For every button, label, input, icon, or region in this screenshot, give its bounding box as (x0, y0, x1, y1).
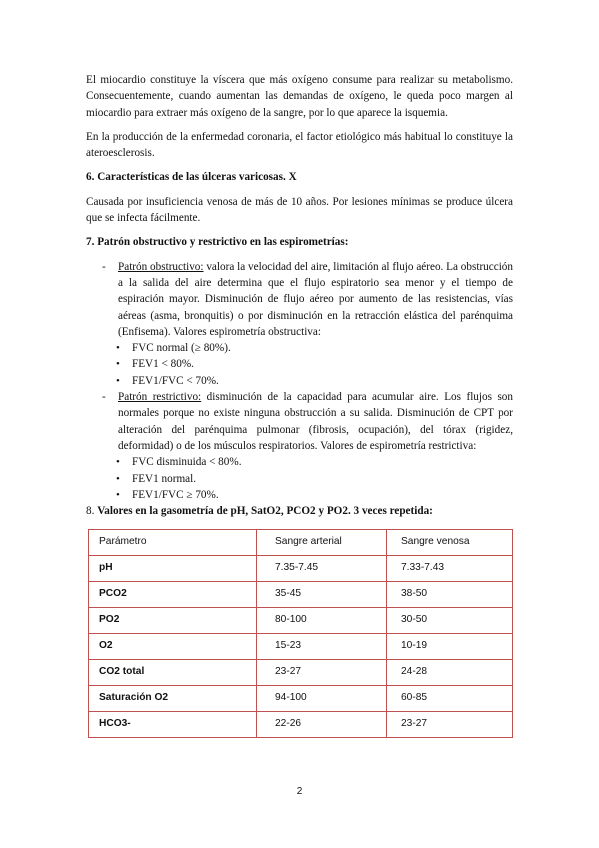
page-content (86, 72, 513, 738)
paragraph-coronary: En la producción de la enfermedad coronaria, el factor etiológico más habitual lo constituye la ateroesclerosis. (86, 130, 513, 160)
table-cell: 80-100 (257, 608, 387, 634)
bullet-icon: • (116, 358, 120, 371)
table-cell: 23-27 (257, 660, 387, 686)
obstructive-text: valora la velocidad del aire, limitación al flujo aéreo. La obstrucción a la salida del aire determina que el flujo espiratorio sea menor y el tiempo de espiración mayor. Disminución de flujo aéreo por aumento de las resistencias, vías aéreas (asma, bronquitis) o por disminución en la retracción elástica del parénquima (Enfisema). Valores espirometría obstructiva: (118, 260, 513, 338)
section-7-heading: 7. Patrón obstructivo y restrictivo en las espirometrías: (86, 236, 349, 249)
table-cell: 23-27 (387, 712, 513, 738)
bullet-icon: • (116, 472, 120, 485)
table-cell: 38-50 (387, 582, 513, 608)
table-cell: CO2 total (89, 660, 257, 686)
list-item: • FEV1 normal. (116, 471, 513, 487)
restrictive-pattern-item (86, 389, 513, 503)
restrictive-term: Patrón restrictivo: (118, 391, 202, 404)
table-cell: 60-85 (387, 686, 513, 712)
restrictive-values-list (86, 454, 513, 503)
bullet-icon: • (116, 374, 120, 387)
section-8-title: Valores en la gasometría de pH, SatO2, PCO2 y PO2. 3 veces repetida: (97, 505, 433, 518)
table-cell: 24-28 (387, 660, 513, 686)
section-6-text: Causada por insuficiencia venosa de más de 10 años. Por lesiones mínimas se produce úlcera que se infecta fácilmente. (86, 195, 513, 225)
paragraph-myocardium: El miocardio constituye la víscera que más oxígeno consume para realizar su metabolismo. Consecuentemente, cuando aumentan las demandas de oxígeno, le queda poco margen al miocardio para extraer más oxígeno de la sangre, por lo que aparece la isquemia. (86, 74, 513, 119)
table-cell: O2 (89, 634, 257, 660)
obstructive-term: Patrón obstructivo: (118, 260, 204, 273)
table-row (89, 712, 513, 738)
table-row (89, 608, 513, 634)
section-8-heading (86, 503, 513, 519)
list-item: • FEV1/FVC < 70%. (116, 373, 513, 389)
restrictive-text: disminución de la capacidad para acumular aire. Los flujos son normales porque no existe ninguna obstrucción a su salida. Disminución de CPT por alteración del parénquima pulmonar (fibrosis, ocupación), del tórax (rigidez, deformidad) o de los músculos respiratorios. Valores de espirometría restrictiva: (118, 391, 513, 452)
table-cell: 30-50 (387, 608, 513, 634)
blood-gas-table (88, 529, 513, 738)
table-cell: 10-19 (387, 634, 513, 660)
table-cell: Saturación O2 (89, 686, 257, 712)
table-cell: 7.35-7.45 (257, 556, 387, 582)
table-cell: PCO2 (89, 582, 257, 608)
table-header-row (89, 530, 513, 556)
bullet-icon: • (116, 488, 120, 501)
obstructive-pattern-item (86, 259, 513, 389)
table-cell: 35-45 (257, 582, 387, 608)
table-cell: 94-100 (257, 686, 387, 712)
bullet-icon: • (116, 456, 120, 469)
table-cell: 7.33-7.43 (387, 556, 513, 582)
section-6-heading: 6. Características de las úlceras varicosas. X (86, 171, 297, 184)
table-row (89, 556, 513, 582)
table-row (89, 634, 513, 660)
bullet-icon: • (116, 342, 120, 355)
table-cell: PO2 (89, 608, 257, 634)
table-cell: HCO3- (89, 712, 257, 738)
list-item: • FVC normal (≥ 80%). (116, 340, 513, 356)
table-row (89, 686, 513, 712)
table-header-cell: Sangre arterial (257, 530, 387, 556)
section-8-number: 8. (86, 505, 98, 518)
table-header-cell: Sangre venosa (387, 530, 513, 556)
list-item: • FVC disminuida < 80%. (116, 454, 513, 470)
obstructive-values-list (86, 340, 513, 389)
table-cell: pH (89, 556, 257, 582)
table-row (89, 582, 513, 608)
table-cell: 15-23 (257, 634, 387, 660)
list-item: • FEV1/FVC ≥ 70%. (116, 487, 513, 503)
dash-marker: - (102, 260, 106, 273)
list-item: • FEV1 < 80%. (116, 356, 513, 372)
table-header-cell: Parámetro (89, 530, 257, 556)
page-number: 2 (296, 786, 303, 797)
table-row (89, 660, 513, 686)
table-cell: 22-26 (257, 712, 387, 738)
dash-marker: - (102, 391, 106, 404)
